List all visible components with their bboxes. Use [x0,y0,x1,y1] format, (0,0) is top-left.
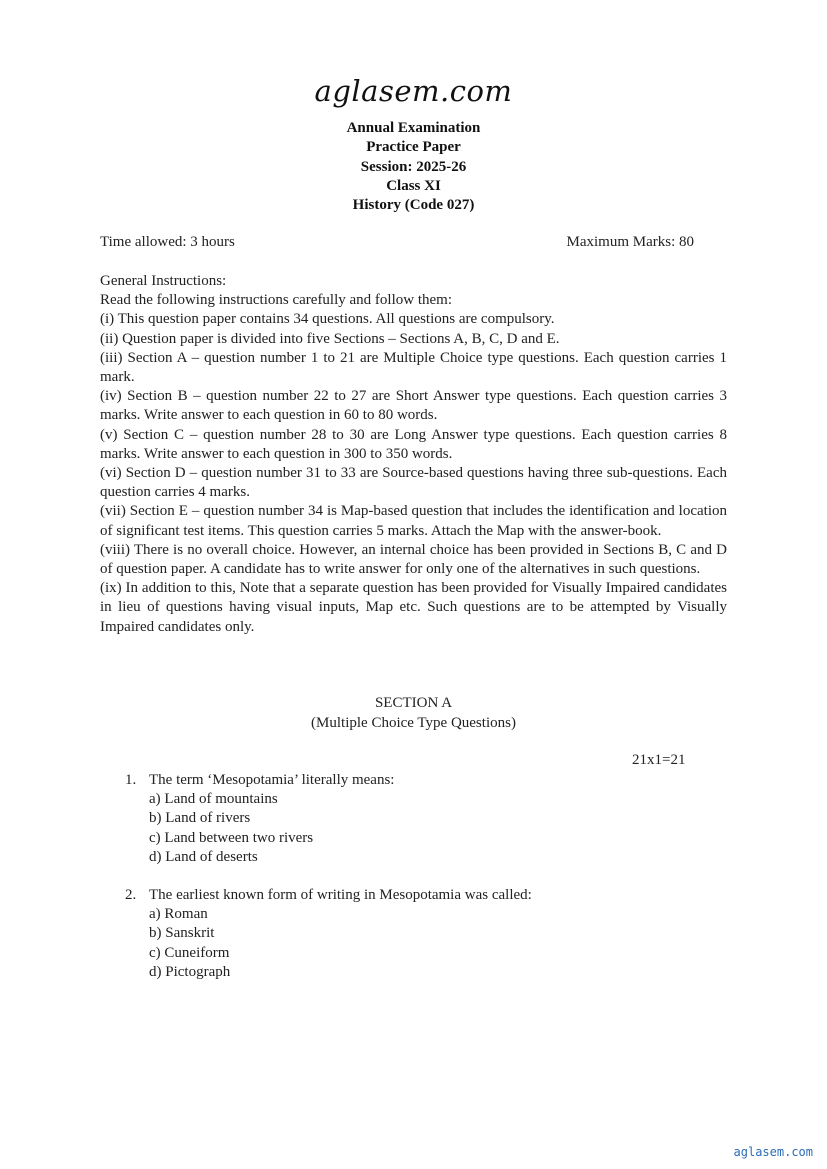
question-number: 1. [125,772,137,788]
exam-title: Annual Examination [346,120,481,136]
question-2 [125,886,532,982]
section-a-title: SECTION A [374,695,453,711]
section-a-marks: 21x1=21 [632,752,686,768]
question-number: 2. [125,887,137,903]
footer-watermark: aglasem.com [733,1145,813,1159]
instruction-item: (iv) Section B – question number 22 to 27 are Short Answer type questions. Each question carries 3 marks. Write answer to each question in 60 to 80 words. [100,388,727,424]
section-a-heading [0,694,827,733]
section-a-subtitle: (Multiple Choice Type Questions) [311,714,516,731]
option: a) Land of mountains [149,791,278,808]
instruction-item: (ix) In addition to this, Note that a separate question has been provided for Visually Impaired candidates in lieu of questions having visual inputs, Map etc. Such questions are to be attempted by Visually Impaired candidates only. [100,580,727,635]
paper-meta [100,234,694,254]
option: d) Pictograph [149,963,231,980]
instruction-item: (vi) Section D – question number 31 to 33 are Source-based questions having three sub-questions. Each question carries 4 marks. [100,465,727,501]
option: c) Cuneiform [149,944,230,961]
option: d) Land of deserts [149,848,258,865]
maximum-marks: Maximum Marks: 80 [566,234,694,250]
option: a) Roman [149,906,208,923]
instructions-title: General Instructions: [100,273,227,289]
instruction-item: (iii) Section A – question number 1 to 21 are Multiple Choice type questions. Each question carries 1 mark. [100,349,727,386]
instruction-item: (i) This question paper contains 34 questions. All questions are compulsory. [100,311,555,328]
instruction-item: (viii) There is no overall choice. However, an internal choice has been provided in Sections B, C and D of question paper. A candidate has to write answer for only one of the alternatives in such questions. [100,541,727,578]
session: Session: 2025-26 [360,158,467,175]
instruction-item: (vii) Section E – question number 34 is Map-based question that includes the identification and location of significant test items. This question carries 5 marks. Attach the Map with the answer-book. [100,503,727,539]
instruction-item: (v) Section C – question number 28 to 30 are Long Answer type questions. Each question carries 8 marks. Write answer to each question in 300 to 350 words. [100,426,727,462]
question-text: The term ‘Mesopotamia’ literally means: [149,772,395,788]
instruction-item: (ii) Question paper is divided into five Sections – Sections A, B, C, D and E. [100,330,560,347]
paper-type: Practice Paper [366,139,461,156]
general-instructions [100,272,727,637]
question-1 [125,771,394,867]
aglasem-logo: aglasem.com [314,74,513,108]
instructions-intro: Read the following instructions carefully and follow them: [100,292,453,309]
paper-header [0,119,827,215]
option: c) Land between two rivers [149,829,314,846]
subject: History (Code 027) [352,197,475,214]
question-text: The earliest known form of writing in Mesopotamia was called: [149,887,532,903]
class-name: Class XI [386,177,441,194]
option: b) Land of rivers [149,810,251,827]
option: b) Sanskrit [149,925,215,942]
time-allowed: Time allowed: 3 hours [100,234,235,250]
